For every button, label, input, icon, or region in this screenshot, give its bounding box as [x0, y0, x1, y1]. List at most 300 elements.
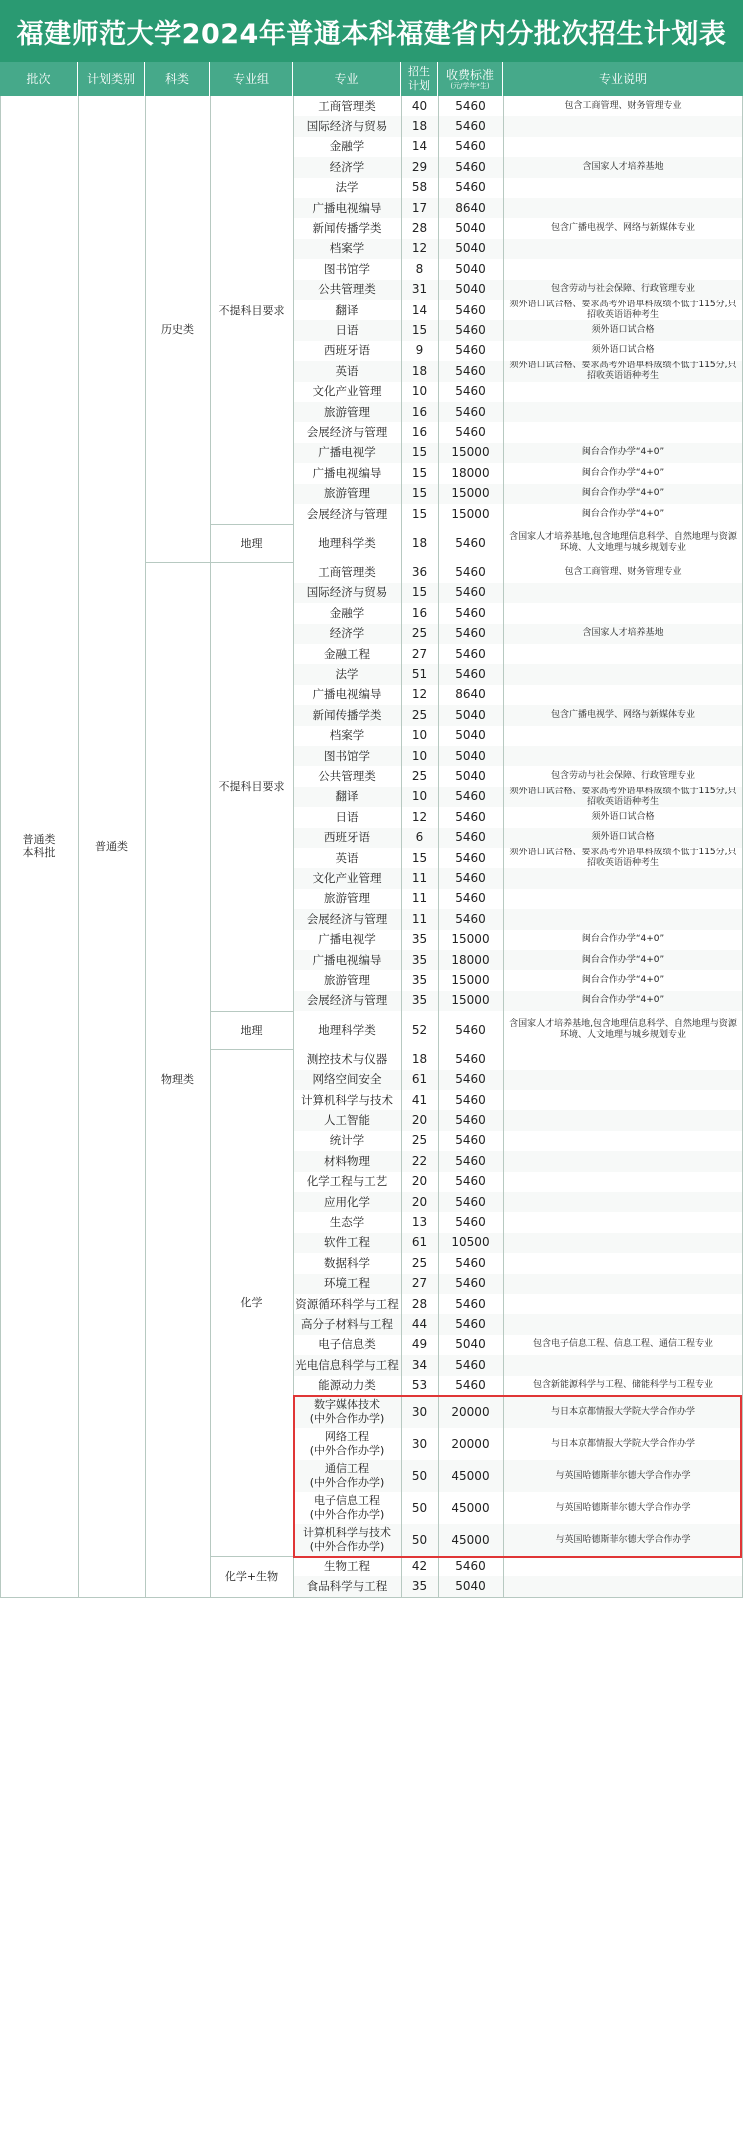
title-bar: [0, 0, 743, 62]
major-note: [503, 137, 743, 157]
major-name: 法学: [335, 180, 359, 195]
major-note: 包含广播电视学、网络与新媒体专业: [550, 223, 695, 234]
fee-value: 5460: [455, 535, 486, 550]
major-name: 文化产业管理: [312, 384, 382, 399]
major-name: 西班牙语: [324, 343, 370, 358]
major-note: 闽台合作办学“4+0”: [581, 508, 665, 519]
fee-value: 5460: [455, 363, 486, 378]
plan-count: 20: [411, 1113, 428, 1128]
group-label: 化学: [240, 1296, 263, 1310]
major-note: [503, 1172, 743, 1192]
major-note: 闽台合作办学“4+0”: [581, 954, 665, 965]
major-note: [503, 1151, 743, 1171]
plan-count: 29: [411, 159, 428, 174]
major-note: [503, 116, 743, 136]
plan-count: 50: [411, 1532, 428, 1547]
major-note: 包含劳动与社会保障、行政管理专业: [550, 771, 695, 782]
major-note: [503, 868, 743, 888]
major-name: 环境工程: [324, 1276, 370, 1291]
plan-count: 16: [411, 404, 428, 419]
plan-count: 13: [411, 1215, 428, 1230]
plan-count: 12: [411, 687, 428, 702]
major-name: 新闻传播学类: [312, 221, 382, 236]
plan-count: 15: [411, 506, 428, 521]
major-note: [503, 685, 743, 705]
fee-value: 15000: [451, 486, 490, 501]
major-note: 须外语口试合格、要求高考外语单科成绩不低于115分,只招收英语语种考生: [509, 786, 737, 807]
plan-count: 35: [411, 932, 428, 947]
major-name: 食品科学与工程: [306, 1579, 388, 1594]
plan-count: 50: [411, 1468, 428, 1483]
major-name: 生物工程: [324, 1558, 370, 1573]
major-name: 广播电视编导: [312, 465, 382, 480]
major-note: [503, 1233, 743, 1253]
plan-count: 53: [411, 1378, 428, 1393]
major-note: 包含劳动与社会保障、行政管理专业: [550, 284, 695, 295]
major-note: [503, 1110, 743, 1130]
major-name: 旅游管理: [324, 404, 370, 419]
major-note: 与英国哈德斯菲尔德大学合作办学: [555, 1534, 691, 1545]
major-note: 闽台合作办学“4+0”: [581, 447, 665, 458]
plan-count: 18: [411, 363, 428, 378]
fee-value: 5460: [455, 139, 486, 154]
group-label: 化学+生物: [224, 1569, 279, 1583]
major-name: 公共管理类: [318, 282, 376, 297]
major-note: [503, 583, 743, 603]
fee-value: 18000: [451, 465, 490, 480]
major-note: [503, 1049, 743, 1069]
major-note: 闽台合作办学“4+0”: [581, 467, 665, 478]
major-name: 数字媒体技术 (中外合作办学): [309, 1398, 385, 1425]
fee-value: 15000: [451, 932, 490, 947]
major-name: 广播电视编导: [312, 952, 382, 967]
major-note: 与英国哈德斯菲尔德大学合作办学: [555, 1502, 691, 1513]
major-name: 旅游管理: [324, 891, 370, 906]
major-name: 计算机科学与技术: [301, 1092, 393, 1107]
major-name: 数据科学: [324, 1255, 370, 1270]
fee-value: 15000: [451, 993, 490, 1008]
major-note: [503, 889, 743, 909]
major-note: 须外语口试合格、要求高考外语单科成绩不低于115分,只招收英语语种考生: [509, 361, 737, 382]
major-name: 地理科学类: [318, 535, 376, 550]
major-name: 广播电视编导: [312, 200, 382, 215]
fee-value: 5040: [455, 728, 486, 743]
plan-count: 61: [411, 1235, 428, 1250]
plan-count: 22: [411, 1153, 428, 1168]
plan-count: 10: [411, 728, 428, 743]
header-note: 专业说明: [598, 72, 647, 86]
major-name: 电子信息类: [318, 1337, 376, 1352]
plan-count: 17: [411, 200, 428, 215]
fee-value: 10500: [451, 1235, 490, 1250]
major-note: [503, 746, 743, 766]
page-title: 福建师范大学2024年普通本科福建省内分批次招生计划表: [16, 18, 727, 50]
major-note: [503, 178, 743, 198]
plan-count: 25: [411, 1133, 428, 1148]
column-divider: [145, 96, 146, 1597]
fee-value: 5460: [455, 1113, 486, 1128]
plan-count: 15: [411, 323, 428, 338]
major-name: 会展经济与管理: [306, 425, 388, 440]
group-label: 不提科目要求: [218, 303, 285, 317]
fee-value: 5460: [455, 1153, 486, 1168]
header-fee-label: 收费标准: [445, 68, 494, 82]
fee-value: 5460: [455, 891, 486, 906]
plan-count: 20: [411, 1174, 428, 1189]
major-note: 须外语口试合格: [591, 811, 655, 822]
major-note: [503, 422, 743, 442]
plan-count: 34: [411, 1357, 428, 1372]
major-note: 含国家人才培养基地,包含地理信息科学、自然地理与资源环境、人文地理与城乡规划专业: [509, 1019, 737, 1041]
fee-value: 5460: [455, 180, 486, 195]
plan-count: 25: [411, 626, 428, 641]
major-name: 网络工程 (中外合作办学): [309, 1430, 385, 1457]
header-batch: 批次: [0, 62, 78, 96]
group-label: 地理: [240, 536, 263, 550]
major-note: 须外语口试合格: [591, 345, 655, 356]
major-name: 会展经济与管理: [306, 993, 388, 1008]
header-major: 专业: [293, 62, 401, 96]
major-name: 广播电视学: [318, 932, 376, 947]
fee-value: 5460: [455, 1051, 486, 1066]
fee-value: 20000: [451, 1436, 490, 1451]
plan-count: 15: [411, 850, 428, 865]
major-note: [503, 402, 743, 422]
plan-count: 61: [411, 1072, 428, 1087]
major-note: [503, 726, 743, 746]
major-name: 电子信息工程 (中外合作办学): [309, 1494, 385, 1521]
fee-value: 5460: [455, 667, 486, 682]
major-name: 网络空间安全: [312, 1072, 382, 1087]
fee-value: 20000: [451, 1404, 490, 1419]
plan-count: 31: [411, 282, 428, 297]
plan-count: 15: [411, 585, 428, 600]
plan-count: 27: [411, 1276, 428, 1291]
major-note: [503, 909, 743, 929]
major-note: 须外语口试合格、要求高考外语单科成绩不低于115分,只招收英语语种考生: [509, 300, 737, 321]
plan-count: 40: [411, 98, 428, 113]
plan-count: 25: [411, 707, 428, 722]
major-name: 新闻传播学类: [312, 707, 382, 722]
major-note: [503, 1131, 743, 1151]
fee-value: 5040: [455, 221, 486, 236]
fee-value: 5460: [455, 1357, 486, 1372]
fee-value: 5460: [455, 425, 486, 440]
major-note: 须外语口试合格: [591, 832, 655, 843]
major-note: 含国家人才培养基地: [582, 628, 664, 639]
plan-count: 18: [411, 119, 428, 134]
major-note: 闽台合作办学“4+0”: [581, 934, 665, 945]
major-name: 文化产业管理: [312, 871, 382, 886]
plan-count: 9: [415, 343, 424, 358]
major-name: 国际经济与贸易: [306, 585, 388, 600]
major-name: 图书馆学: [324, 261, 370, 276]
plan-count: 51: [411, 667, 428, 682]
plan-count: 25: [411, 1255, 428, 1270]
major-name: 人工智能: [324, 1113, 370, 1128]
major-note: 与日本京都情报大学院大学合作办学: [550, 1406, 695, 1417]
fee-value: 5460: [455, 1276, 486, 1291]
major-name: 金融学: [329, 139, 365, 154]
plan-count: 58: [411, 180, 428, 195]
plan-count: 15: [411, 465, 428, 480]
header-plan-type: 计划类别: [78, 62, 145, 96]
major-note: [503, 1090, 743, 1110]
header-plan: 招生 计划: [401, 62, 438, 96]
major-name: 公共管理类: [318, 769, 376, 784]
plan-count: 11: [411, 911, 428, 926]
major-note: 闽台合作办学“4+0”: [581, 488, 665, 499]
major-note: [503, 1314, 743, 1334]
column-divider: [438, 96, 439, 1597]
plan-count: 36: [411, 565, 428, 580]
major-name: 英语: [335, 363, 359, 378]
fee-value: 5460: [455, 911, 486, 926]
major-note: 含国家人才培养基地,包含地理信息科学、自然地理与资源环境、人文地理与城乡规划专业: [509, 532, 737, 554]
major-note: 须外语口试合格: [591, 325, 655, 336]
major-note: [503, 1253, 743, 1273]
plan-count: 16: [411, 425, 428, 440]
major-name: 资源循环科学与工程: [295, 1296, 399, 1311]
major-note: 须外语口试合格、要求高考外语单科成绩不低于115分,只招收英语语种考生: [509, 848, 737, 869]
fee-value: 5040: [455, 282, 486, 297]
row-divider: [0, 1597, 743, 1598]
major-name: 档案学: [329, 241, 365, 256]
fee-value: 5040: [455, 1337, 486, 1352]
fee-value: 5460: [455, 871, 486, 886]
fee-value: 5460: [455, 626, 486, 641]
major-name: 材料物理: [324, 1153, 370, 1168]
column-divider: [210, 96, 211, 1597]
subject-label: 物理类: [161, 1073, 194, 1087]
plan-count: 28: [411, 221, 428, 236]
fee-value: 5460: [455, 384, 486, 399]
major-name: 高分子材料与工程: [301, 1317, 393, 1332]
major-name: 会展经济与管理: [306, 506, 388, 521]
fee-value: 5460: [455, 1174, 486, 1189]
fee-value: 5040: [455, 748, 486, 763]
plan-count: 28: [411, 1296, 428, 1311]
plan-count: 35: [411, 1579, 428, 1594]
plan-count: 6: [415, 830, 424, 845]
fee-value: 5460: [455, 1072, 486, 1087]
group-label: 地理: [240, 1023, 263, 1037]
major-name: 经济学: [329, 626, 365, 641]
plan-count: 10: [411, 748, 428, 763]
plan-count: 8: [415, 261, 424, 276]
major-note: [503, 1192, 743, 1212]
fee-value: 5460: [455, 159, 486, 174]
plan-count: 11: [411, 891, 428, 906]
plan-count: 18: [411, 535, 428, 550]
major-note: 包含新能源科学与工程、储能科学与工程专业: [532, 1380, 713, 1391]
table-header: [0, 62, 743, 96]
major-note: [503, 382, 743, 402]
column-divider: [401, 96, 402, 1597]
major-note: [503, 1576, 743, 1596]
plan-count: 30: [411, 1436, 428, 1451]
fee-value: 5460: [455, 1296, 486, 1311]
major-note: 含国家人才培养基地: [582, 161, 664, 172]
plan-count: 15: [411, 445, 428, 460]
plan-count: 35: [411, 973, 428, 988]
plan-count: 27: [411, 646, 428, 661]
major-note: [503, 1556, 743, 1576]
fee-value: 5460: [455, 789, 486, 804]
fee-value: 5460: [455, 585, 486, 600]
major-note: [503, 1274, 743, 1294]
fee-value: 5460: [455, 1255, 486, 1270]
plan-count: 12: [411, 241, 428, 256]
fee-value: 5040: [455, 707, 486, 722]
header-fee: [438, 62, 503, 96]
major-note: [503, 198, 743, 218]
fee-value: 5460: [455, 323, 486, 338]
fee-value: 5460: [455, 98, 486, 113]
plan-type-label: 普通类: [95, 839, 128, 853]
major-name: 工商管理类: [318, 565, 376, 580]
header-fee-unit: (元/学年*生): [450, 82, 490, 90]
major-name: 经济学: [329, 159, 365, 174]
major-name: 测控技术与仪器: [306, 1051, 388, 1066]
fee-value: 5460: [455, 646, 486, 661]
major-name: 化学工程与工艺: [306, 1174, 388, 1189]
major-name: 英语: [335, 850, 359, 865]
major-name: 软件工程: [324, 1235, 370, 1250]
column-divider: [78, 96, 79, 1597]
fee-value: 5460: [455, 1194, 486, 1209]
fee-value: 5040: [455, 1579, 486, 1594]
major-name: 广播电视编导: [312, 687, 382, 702]
column-divider: [0, 96, 1, 1597]
major-note: 与日本京都情报大学院大学合作办学: [550, 1438, 695, 1449]
major-note: [503, 1212, 743, 1232]
major-name: 通信工程 (中外合作办学): [309, 1462, 385, 1489]
major-name: 金融工程: [324, 646, 370, 661]
fee-value: 5460: [455, 830, 486, 845]
plan-count: 16: [411, 605, 428, 620]
major-name: 计算机科学与技术 (中外合作办学): [303, 1526, 391, 1553]
plan-count: 25: [411, 769, 428, 784]
major-note: [503, 259, 743, 279]
fee-value: 5460: [455, 1558, 486, 1573]
column-divider: [293, 96, 294, 1597]
major-name: 翻译: [335, 302, 359, 317]
fee-value: 5460: [455, 119, 486, 134]
fee-value: 5460: [455, 1215, 486, 1230]
group-label: 不提科目要求: [218, 780, 285, 794]
major-name: 地理科学类: [318, 1022, 376, 1037]
fee-value: 15000: [451, 506, 490, 521]
fee-value: 5460: [455, 809, 486, 824]
major-name: 能源动力类: [318, 1378, 376, 1393]
major-note: [503, 664, 743, 684]
major-name: 广播电视学: [318, 445, 376, 460]
major-name: 图书馆学: [324, 748, 370, 763]
fee-value: 5460: [455, 1317, 486, 1332]
major-name: 金融学: [329, 605, 365, 620]
plan-count: 14: [411, 139, 428, 154]
fee-value: 5460: [455, 1378, 486, 1393]
major-name: 法学: [335, 667, 359, 682]
header-subject: 科类: [145, 62, 210, 96]
fee-value: 5460: [455, 1133, 486, 1148]
plan-count: 14: [411, 302, 428, 317]
fee-value: 8640: [455, 687, 486, 702]
fee-value: 45000: [451, 1500, 490, 1515]
major-note: [503, 239, 743, 259]
plan-count: 42: [411, 1558, 428, 1573]
plan-count: 10: [411, 384, 428, 399]
fee-value: 5460: [455, 1022, 486, 1037]
major-name: 应用化学: [324, 1194, 370, 1209]
major-note: 闽台合作办学“4+0”: [581, 975, 665, 986]
major-name: 旅游管理: [324, 973, 370, 988]
fee-value: 5460: [455, 343, 486, 358]
major-note: [503, 644, 743, 664]
plan-count: 44: [411, 1317, 428, 1332]
subject-label: 历史类: [161, 322, 194, 336]
major-name: 光电信息科学与工程: [295, 1357, 399, 1372]
major-note: 包含工商管理、财务管理专业: [564, 100, 682, 111]
major-name: 档案学: [329, 728, 365, 743]
major-name: 生态学: [329, 1215, 365, 1230]
major-note: 闽台合作办学“4+0”: [581, 995, 665, 1006]
fee-value: 5460: [455, 404, 486, 419]
header-group: 专业组: [210, 62, 293, 96]
batch-label: 普通类 本科批: [22, 833, 56, 860]
major-name: 国际经济与贸易: [306, 119, 388, 134]
major-note: [503, 603, 743, 623]
plan-count: 18: [411, 1051, 428, 1066]
plan-count: 49: [411, 1337, 428, 1352]
plan-count: 12: [411, 809, 428, 824]
fee-value: 18000: [451, 952, 490, 967]
fee-value: 5460: [455, 302, 486, 317]
fee-value: 5040: [455, 261, 486, 276]
fee-value: 15000: [451, 973, 490, 988]
major-name: 工商管理类: [318, 98, 376, 113]
major-note: [503, 1070, 743, 1090]
major-name: 翻译: [335, 789, 359, 804]
plan-count: 41: [411, 1092, 428, 1107]
fee-value: 45000: [451, 1468, 490, 1483]
plan-count: 30: [411, 1404, 428, 1419]
major-note: 包含工商管理、财务管理专业: [564, 567, 682, 578]
major-note: [503, 1355, 743, 1375]
fee-value: 45000: [451, 1532, 490, 1547]
plan-count: 10: [411, 789, 428, 804]
plan-count: 50: [411, 1500, 428, 1515]
plan-count: 35: [411, 952, 428, 967]
fee-value: 5040: [455, 769, 486, 784]
plan-count: 15: [411, 486, 428, 501]
plan-count: 11: [411, 871, 428, 886]
fee-value: 8640: [455, 200, 486, 215]
plan-count: 20: [411, 1194, 428, 1209]
fee-value: 5460: [455, 1092, 486, 1107]
major-note: 包含电子信息工程、信息工程、通信工程专业: [532, 1339, 713, 1350]
plan-count: 52: [411, 1022, 428, 1037]
major-name: 会展经济与管理: [306, 911, 388, 926]
major-note: 与英国哈德斯菲尔德大学合作办学: [555, 1470, 691, 1481]
fee-value: 15000: [451, 445, 490, 460]
major-name: 统计学: [329, 1133, 365, 1148]
plan-count: 35: [411, 993, 428, 1008]
major-note: 包含广播电视学、网络与新媒体专业: [550, 709, 695, 720]
fee-value: 5460: [455, 605, 486, 620]
major-name: 日语: [335, 809, 359, 824]
